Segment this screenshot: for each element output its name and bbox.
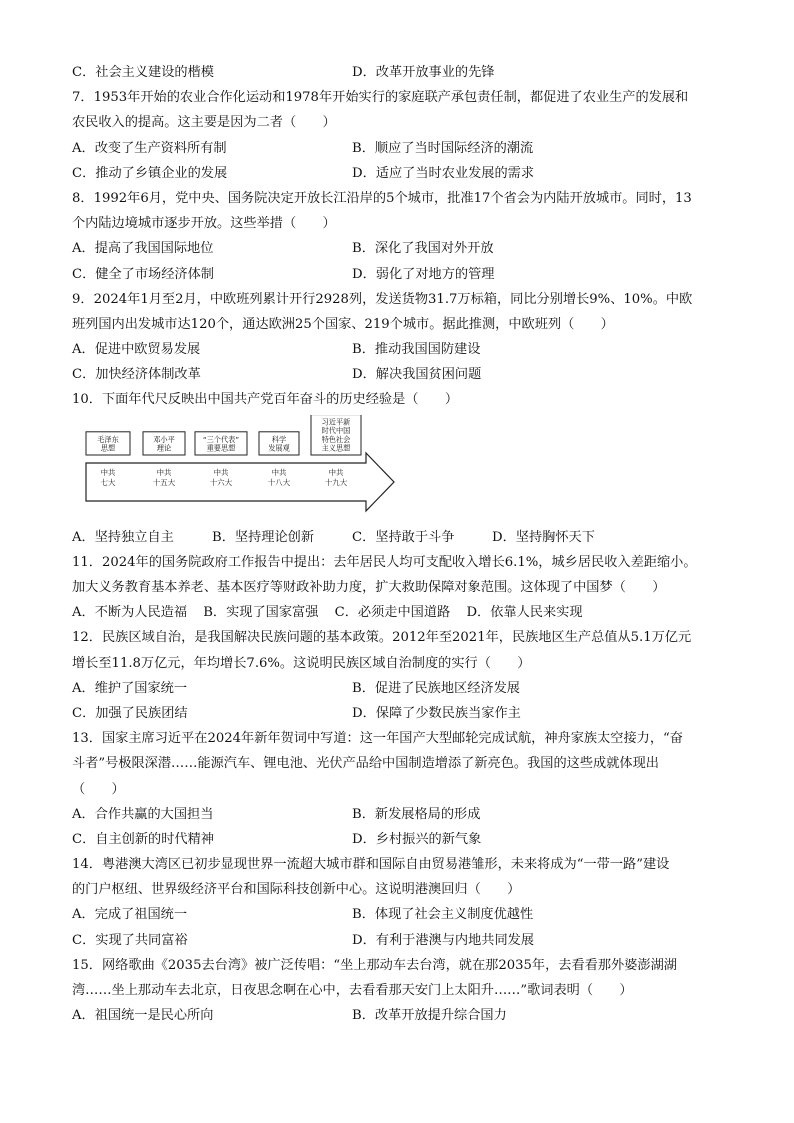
q9-option-b[interactable]: B．推动我国国防建设 — [352, 342, 481, 358]
q13-option-d[interactable]: D．乡村振兴的新气象 — [352, 831, 482, 847]
q11-option-c[interactable]: C．必须走中国道路 — [334, 605, 451, 621]
q13-options-cd — [72, 827, 724, 852]
q9-stem-line1: 9．2024年1月至2月，中欧班列累计开行2928列，发送货物31.7万标箱，同比分别增长9%、10%。中欧 — [72, 291, 693, 307]
q10-option-c[interactable]: C．坚持敢于斗争 — [352, 529, 455, 545]
timeline-arrow — [86, 453, 394, 511]
q14-stem-line2: 的门户枢纽、世界级经济平台和国际科技创新中心。这说明港澳回归（ ） — [72, 882, 521, 898]
q15-stem-line2: 湾……坐上那动车去北京，日夜思念啊在心中，去看看那天安门上太阳升……”歌词表明（ ） — [72, 983, 633, 998]
q9-options-ab — [72, 337, 724, 362]
q8-stem-line1: 8．1992年6月，党中央、国务院决定开放长江沿岸的5个城市，批准17个省会为内陆开放城市。同时，13 — [72, 190, 692, 206]
q14-option-c[interactable]: C．实现了共同富裕 — [72, 932, 188, 948]
q10-timeline-figure — [72, 413, 724, 525]
q11-options — [72, 600, 724, 625]
q11-option-d[interactable]: D．依靠人民来实现 — [466, 605, 583, 621]
theory-box-1 — [86, 431, 130, 454]
q9-option-c[interactable]: C．加快经济体制改革 — [72, 367, 201, 383]
q11-option-a[interactable]: A．不断为人民造福 — [72, 605, 188, 621]
q13-option-c[interactable]: C．自主创新的时代精神 — [72, 831, 214, 847]
q6-option-c[interactable]: C．社会主义建设的楷模 — [72, 65, 214, 80]
q8-option-a[interactable]: A．提高了我国国际地位 — [72, 241, 214, 257]
q13-stem-line3: （ ） — [72, 781, 125, 797]
theory-box-4 — [259, 431, 299, 454]
q7-stem-line1: 7．1953年开始的农业合作化运动和1978年开始实行的家庭联产承包责任制，都促进了农业生产的发展和 — [72, 90, 689, 106]
q13-option-b[interactable]: B．新发展格局的形成 — [352, 806, 481, 822]
q12-stem-line2: 增长至11.8万亿元，年均增长7.6%。这说明民族区域自治制度的实行（ ） — [72, 655, 531, 671]
q8-option-b[interactable]: B．深化了我国对外开放 — [352, 241, 494, 257]
q6-options-cd — [72, 60, 724, 85]
q9-stem-line2: 班列国内出发城市达120个，通达欧洲25个国家、219个城市。据此推测，中欧班列（ ） — [72, 316, 614, 332]
q12-options-ab — [72, 676, 724, 701]
q8-stem-line2: 个内陆边境城市逐步开放。这些举措（ ） — [72, 216, 336, 232]
theory-box-label: 习近平新时代中国特色社会主义思想 — [321, 417, 351, 453]
q11-stem-line2: 加大义务教育基本养老、基本医疗等财政补助力度，扩大救助保障对象范围。这体现了中国梦（ ） — [72, 580, 666, 595]
q15-stem-line1: 15．网络歌曲《2035去台湾》被广泛传唱：“坐上那动车去台湾，就在那2035年，去看看那外婆澎湖湖 — [72, 957, 677, 973]
q8-options-ab — [72, 236, 724, 261]
q14-option-d[interactable]: D．有利于港澳与内地共同发展 — [352, 932, 535, 948]
q10-stem: 10．下面年代尺反映出中国共产党百年奋斗的历史经验是（ ） — [72, 392, 459, 408]
theory-box-2 — [143, 431, 185, 454]
congress-label-5: 中共十九大 — [324, 467, 348, 487]
q10-option-a[interactable]: A．坚持独立自主 — [72, 529, 174, 545]
q7-options-ab — [72, 136, 724, 161]
q7-option-c[interactable]: C．推动了乡镇企业的发展 — [72, 165, 228, 181]
q12-option-a[interactable]: A．维护了国家统一 — [72, 680, 188, 696]
theory-box-label: “三个代表”重要思想 — [202, 434, 240, 453]
q13-option-a[interactable]: A．合作共赢的大国担当 — [72, 806, 214, 822]
timeline-ruler — [84, 415, 404, 515]
q12-option-b[interactable]: B．促进了民族地区经济发展 — [352, 680, 520, 696]
q15-options-ab — [72, 1003, 724, 1028]
congress-label-4: 中共十八大 — [267, 467, 291, 487]
exam-page — [72, 60, 724, 1028]
q10-option-d[interactable]: D．坚持胸怀天下 — [492, 529, 595, 545]
q15-option-b[interactable]: B．改革开放提升综合国力 — [352, 1008, 507, 1024]
q13-stem-line2: 斗者”号极限深潜……能源汽车、锂电池、光伏产品给中国制造增添了新亮色。我国的这些成就体现出 — [72, 756, 659, 772]
theory-box-label: 邓小平理论 — [153, 434, 175, 453]
q12-option-d[interactable]: D．保障了少数民族当家作主 — [352, 705, 521, 721]
congress-label-3: 中共十六大 — [209, 467, 233, 487]
q7-option-a[interactable]: A．改变了生产资料所有制 — [72, 140, 227, 156]
q14-option-b[interactable]: B．体现了社会主义制度优越性 — [352, 907, 534, 923]
q10-option-b[interactable]: B．坚持理论创新 — [212, 529, 315, 545]
q7-options-cd — [72, 161, 724, 186]
theory-box-label: 科学发展观 — [268, 434, 290, 453]
q8-option-c[interactable]: C．健全了市场经济体制 — [72, 266, 214, 282]
q8-option-d[interactable]: D．弱化了对地方的管理 — [352, 266, 495, 282]
congress-label-1: 中共七大 — [100, 467, 116, 487]
theory-box-label: 毛泽东思想 — [97, 434, 119, 453]
q11-option-b[interactable]: B．实现了国家富强 — [203, 605, 319, 621]
q14-stem-line1: 14．粤港澳大湾区已初步显现世界一流超大城市群和国际自由贸易港雏形，未来将成为“一带一路”建设 — [72, 857, 670, 873]
q9-options-cd — [72, 362, 724, 387]
q14-options-cd — [72, 928, 724, 953]
q14-option-a[interactable]: A．完成了祖国统一 — [72, 907, 188, 923]
q7-stem-line2: 农民收入的提高。这主要是因为二者（ ） — [72, 115, 336, 131]
q11-stem-line1: 11．2024年的国务院政府工作报告中提出：去年居民人均可支配收入增长6.1%，城乡居民收入差距缩小。 — [72, 554, 697, 570]
q10-options — [72, 525, 724, 550]
theory-box-5 — [311, 415, 361, 455]
q14-options-ab — [72, 902, 724, 927]
q15-option-a[interactable]: A．祖国统一是民心所向 — [72, 1008, 214, 1024]
q7-option-d[interactable]: D．适应了当时农业发展的需求 — [352, 165, 535, 181]
theory-box-3 — [195, 431, 247, 454]
congress-label-2: 中共十五大 — [152, 467, 176, 487]
q12-options-cd — [72, 701, 724, 726]
q9-option-d[interactable]: D．解决我国贫困问题 — [352, 367, 482, 383]
q9-option-a[interactable]: A．促进中欧贸易发展 — [72, 342, 201, 358]
q12-stem-line1: 12．民族区域自治，是我国解决民族问题的基本政策。2012年至2021年，民族地区生产总值从5.1万亿元 — [72, 630, 692, 646]
q8-options-cd — [72, 262, 724, 287]
q13-stem-line1: 13．国家主席习近平在2024年新年贺词中写道：这一年国产大型邮轮完成试航，神舟家族太空接力，“奋 — [72, 731, 683, 747]
q13-options-ab — [72, 802, 724, 827]
q6-option-d[interactable]: D．改革开放事业的先锋 — [352, 65, 495, 80]
q7-option-b[interactable]: B．顺应了当时国际经济的潮流 — [352, 140, 534, 156]
q12-option-c[interactable]: C．加强了民族团结 — [72, 705, 188, 721]
